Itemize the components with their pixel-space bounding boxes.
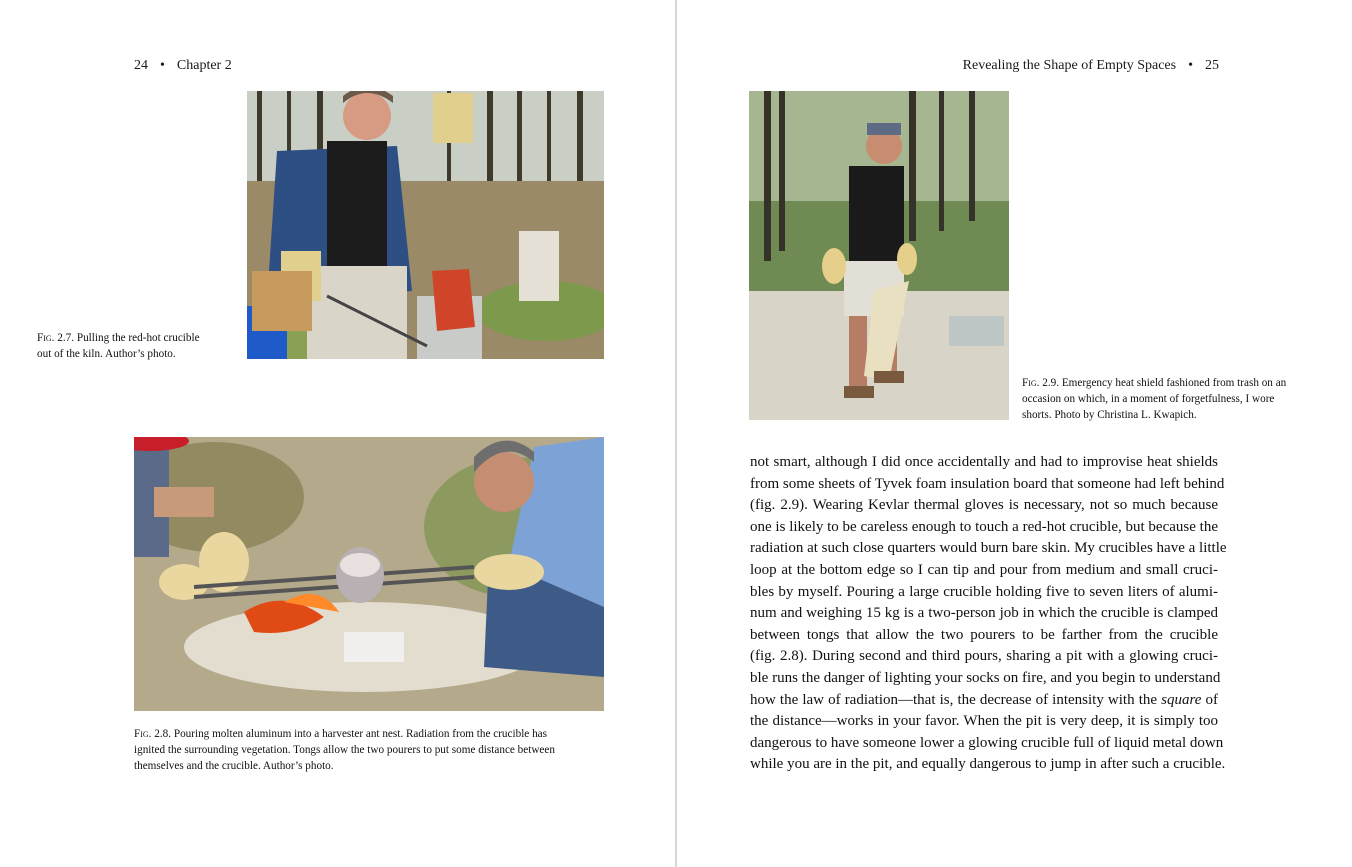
body-line: num and weighing 15 kg is a two-person job in which the crucible is clamped [750,605,1218,622]
body-line: between tongs that allow the two pourers to be farther from the crucible [750,626,1218,643]
page-gutter [675,0,677,867]
body-line-with-italic: how the law of radiation—that is, the decrease of intensity with the square of [750,691,1218,708]
body-line: dangerous to have someone lower a glowing crucible full of liquid metal down [750,734,1224,751]
figure-2-8-caption: Fig. 2.8. Pouring molten aluminum into a harvester ant nest. Radiation from the crucible has ignited the surrounding vegetation. Tongs allow the two pourers to put some distance between themselves and the crucible. Author’s photo. [134,728,555,772]
chapter-title: Chapter 2 [176,58,232,73]
caption-line: out of the kiln. Author’s photo. [37,348,176,360]
caption-line: 2.9. Emergency heat shield fashioned from trash on an [1042,377,1287,389]
body-line: bles by myself. Pouring a large crucible holding five to seven liters of alumi- [750,583,1218,600]
caption-line: ignited the surrounding vegetation. Tongs allow the two pourers to put some distance between [134,744,555,756]
body-line: from some sheets of Tyvek foam insulation board that someone had left behind [750,475,1225,492]
body-line: (fig. 2.8). During second and third pours, sharing a pit with a glowing cruci- [750,648,1218,665]
figure-2-7-caption: Fig. 2.7. Pulling the red-hot crucible out of the kiln. Author’s photo. [37,332,200,360]
photo-pulling-crucible [247,91,604,359]
right-page-number: 25 [1205,58,1219,73]
photo-pouring-aluminum [134,437,604,711]
body-line: one is likely to be careless enough to touch a red-hot crucible, but because the [750,518,1218,535]
body-line: the distance—works in your favor. When the pit is very deep, it is simply too [750,713,1218,730]
right-running-head: Revealing the Shape of Empty Spaces • 25 [962,58,1219,73]
body-line: loop at the bottom edge so I can tip and pour from medium and small cruci- [750,561,1218,578]
figure-2-9-caption: Fig. 2.9. Emergency heat shield fashioned from trash on an occasion on which, in a moment of forgetfulness, I wore shorts. Photo by Christina L. Kwapich. [1022,377,1287,421]
left-running-head: 24 • Chapter 2 [134,58,232,73]
chapter-running-title: Revealing the Shape of Empty Spaces [962,58,1177,73]
body-line: ble runs the danger of lighting your socks on fire, and you begin to understand [750,669,1221,686]
body-line: radiation at such close quarters would burn bare skin. My crucibles have a little [750,540,1227,557]
caption-line: occasion on which, in a moment of forgetfulness, I wore [1022,393,1275,405]
body-line: (fig. 2.9). Wearing Kevlar thermal gloves is necessary, not so much because [750,497,1218,514]
body-line: while you are in the pit, and equally dangerous to jump in after such a crucible. [750,756,1226,773]
caption-line: 2.7. Pulling the red-hot crucible [57,332,200,344]
body-text [750,452,1227,776]
caption-line: shorts. Photo by Christina L. Kwapich. [1022,409,1197,421]
right-page [678,0,1352,867]
photo-heat-shield [749,91,1009,420]
caption-line: themselves and the crucible. Author’s photo. [134,760,334,772]
body-line: not smart, although I did once accidentally and had to improvise heat shields [750,454,1218,470]
left-page-number: 24 [134,58,148,73]
italic-word: square [1161,691,1202,708]
caption-line: 2.8. Pouring molten aluminum into a harvester ant nest. Radiation from the crucible has [154,728,547,740]
